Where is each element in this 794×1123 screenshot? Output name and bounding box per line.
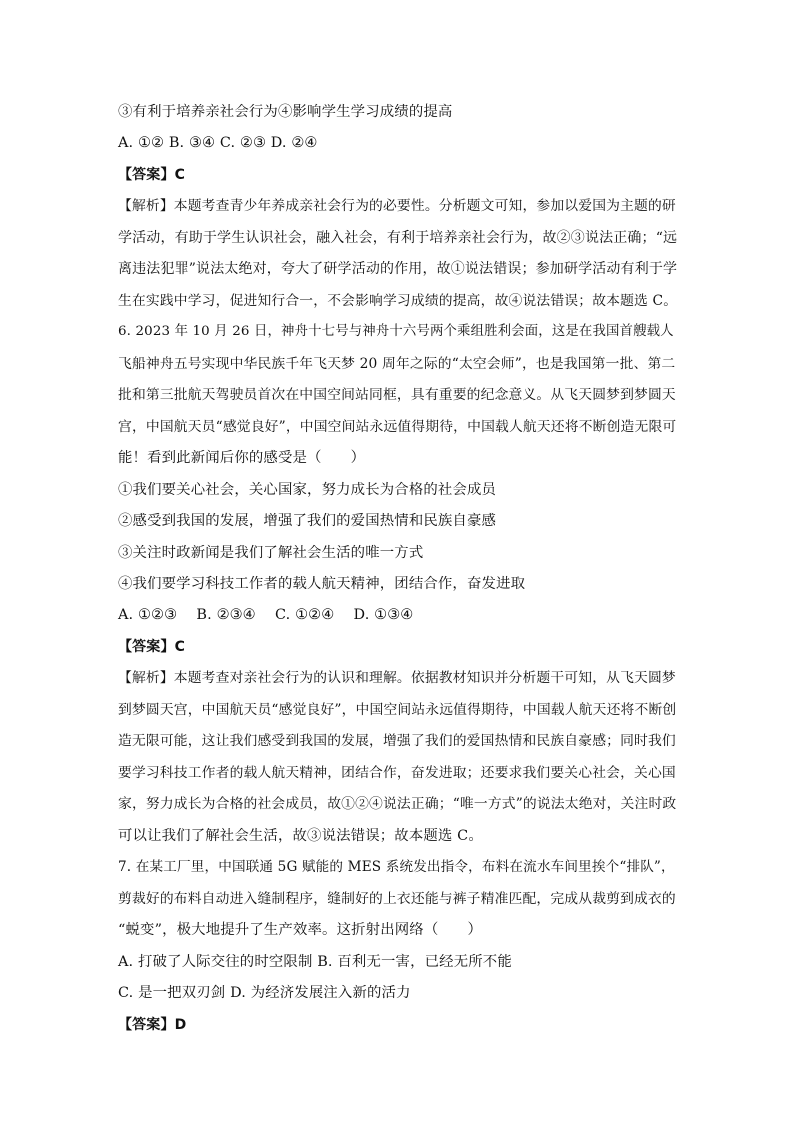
question-line: “蜕变”，极大地提升了生产效率。这折射出网络（ ）: [118, 922, 482, 938]
option-line: ②感受到我国的发展，增强了我们的爱国热情和民族自豪感: [118, 513, 497, 529]
explanation-line: 【解析】本题考查青少年养成亲社会行为的必要性。分析题文可知，参加以爱国为主题的研: [118, 198, 676, 214]
question-line: 剪裁好的布料自动进入缝制程序，缝制好的上衣还能与裤子精准匹配，完成从裁剪到成衣的: [118, 891, 676, 907]
explanation-line: 学活动，有助于学生认识社会，融入社会，有利于培养亲社会行为，故②③说法正确；“远: [118, 230, 678, 246]
choices-line: C. 是一把双刃剑 D. 为经济发展注入新的活力: [118, 985, 411, 1001]
answer-line: 【答案】D: [118, 1017, 187, 1033]
option-line: ③关注时政新闻是我们了解社会生活的唯一方式: [118, 545, 424, 561]
option-line: ③有利于培养亲社会行为④影响学生学习成绩的提高: [118, 104, 453, 120]
question-line: 能！看到此新闻后你的感受是（ ）: [118, 450, 366, 466]
choices-line: A. 打破了人际交往的时空限制 B. 百利无一害，已经无所不能: [118, 954, 512, 970]
option-line: ④我们要学习科技工作者的载人航天精神，团结合作，奋发进取: [118, 576, 526, 592]
explanation-line: 可以让我们了解社会生活，故③说法错误；故本题选 C。: [118, 828, 483, 844]
question-line: 6. 2023 年 10 月 26 日，神舟十七号与神舟十六号两个乘组胜利会面，这是在我国首艘载人: [118, 324, 674, 339]
answer-line: 【答案】C: [118, 167, 186, 183]
option-line: ①我们要关心社会，关心国家，努力成长为合格的社会成员: [118, 482, 497, 498]
explanation-line: 造无限可能，这让我们感受到我国的发展，增强了我们的爱国热情和民族自豪感；同时我们: [118, 733, 676, 749]
question-line: 飞船神舟五号实现中华民族千年飞天梦 20 周年之际的“太空会师”，也是我国第一批、第二: [118, 356, 676, 372]
question-line: 批和第三批航天驾驶员首次在中国空间站同框，具有重要的纪念意义。从飞天圆梦到梦圆天: [118, 387, 676, 403]
choices-line: A. ①② B. ③④ C. ②③ D. ②④: [118, 135, 318, 151]
question-line: 宫，中国航天员“感觉良好”，中国空间站永远值得期待，中国载人航天还将不断创造无限可: [118, 419, 677, 435]
explanation-line: 【解析】本题考查对亲社会行为的认识和理解。依据教材知识并分析题干可知，从飞天圆梦: [118, 670, 676, 686]
explanation-line: 要学习科技工作者的载人航天精神，团结合作，奋发进取；还要求我们要关心社会，关心国: [118, 765, 676, 781]
explanation-line: 离违法犯罪”说法太绝对，夸大了研学活动的作用，故①说法错误；参加研学活动有利于学: [118, 261, 678, 277]
explanation-line: 生在实践中学习，促进知行合一，不会影响学习成绩的提高，故④说法错误；故本题选 C。: [118, 293, 678, 309]
answer-line: 【答案】C: [118, 639, 186, 655]
explanation-line: 到梦圆天宫，中国航天员“感觉良好”，中国空间站永远值得期待，中国载人航天还将不断创: [118, 702, 677, 718]
explanation-line: 家，努力成长为合格的社会成员，故①②④说法正确；“唯一方式”的说法太绝对，关注时政: [118, 796, 677, 812]
choices-line: A. ①②③ B. ②③④ C. ①②④ D. ①③④: [118, 607, 414, 623]
question-line: 7. 在某工厂里，中国联通 5G 赋能的 MES 系统发出指令，布料在流水车间里挨个“排队”，: [118, 859, 675, 875]
